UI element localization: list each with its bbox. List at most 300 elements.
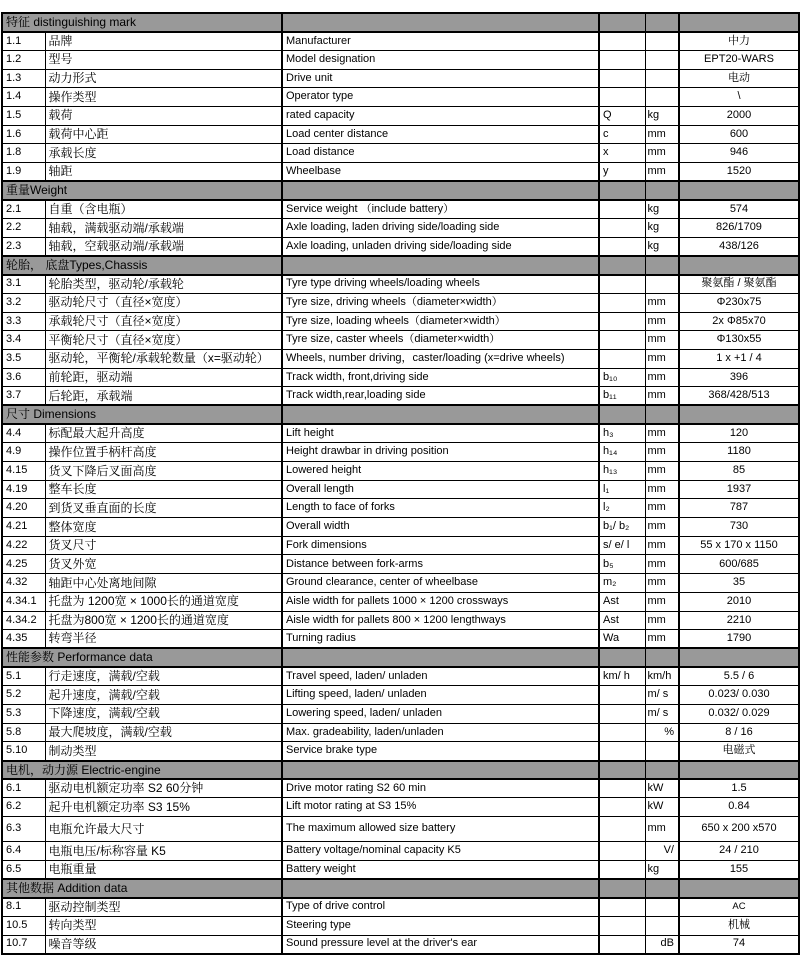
value: 650 x 200 x570 [679, 817, 799, 842]
symbol [599, 817, 645, 842]
label-cn: 托盘为800宽 × 1200长的通道宽度 [45, 611, 282, 630]
label-en: Tyre type driving wheels/loading wheels [282, 275, 599, 294]
label-cn: 下降速度，满载/空载 [45, 704, 282, 723]
label-cn: 转向类型 [45, 916, 282, 935]
value: 24 / 210 [679, 842, 799, 861]
label-cn: 驱动轮尺寸（直径×宽度） [45, 293, 282, 312]
row-number: 3.2 [2, 293, 45, 312]
label-cn: 承载轮尺寸（直径×宽度） [45, 312, 282, 331]
unit: mm [645, 125, 679, 144]
value: 中力 [679, 32, 799, 51]
symbol: h₁₄ [599, 443, 645, 462]
symbol [599, 935, 645, 954]
spec-row [2, 667, 799, 686]
row-number: 6.3 [2, 817, 45, 842]
symbol: h₁₃ [599, 462, 645, 481]
value: 368/428/513 [679, 387, 799, 406]
value: 电动 [679, 69, 799, 88]
label-en: Lift motor rating at S3 15% [282, 798, 599, 817]
symbol: m₂ [599, 574, 645, 593]
label-en: Load distance [282, 144, 599, 163]
unit: kg [645, 106, 679, 125]
row-number: 3.5 [2, 349, 45, 368]
unit: mm [645, 331, 679, 350]
symbol: l₂ [599, 499, 645, 518]
label-cn: 到货叉垂直面的长度 [45, 499, 282, 518]
label-en: Tyre size, driving wheels（diameter×width） [282, 293, 599, 312]
spec-row [2, 387, 799, 406]
section-empty-cell [645, 13, 679, 32]
spec-row [2, 237, 799, 256]
unit: mm [645, 630, 679, 649]
label-en: Aisle width for pallets 1000 × 1200 crossways [282, 592, 599, 611]
label-cn: 整体宽度 [45, 518, 282, 537]
symbol: b₁₁ [599, 387, 645, 406]
label-cn: 制动类型 [45, 742, 282, 761]
label-cn: 动力形式 [45, 69, 282, 88]
symbol [599, 798, 645, 817]
value: 730 [679, 518, 799, 537]
symbol: y [599, 163, 645, 182]
section-empty-cell [282, 405, 599, 424]
label-cn: 操作类型 [45, 88, 282, 107]
unit: kg [645, 237, 679, 256]
label-en: Axle loading, unladen driving side/loading side [282, 237, 599, 256]
section-header-row [2, 13, 799, 32]
spec-table [1, 12, 800, 955]
spec-row [2, 200, 799, 219]
unit: mm [645, 574, 679, 593]
spec-row [2, 518, 799, 537]
label-cn: 标配最大起升高度 [45, 424, 282, 443]
value: 1937 [679, 480, 799, 499]
section-empty-cell [599, 761, 645, 780]
value: 55 x 170 x 1150 [679, 536, 799, 555]
section-header-row [2, 256, 799, 275]
symbol [599, 237, 645, 256]
unit [645, 88, 679, 107]
unit: mm [645, 592, 679, 611]
row-number: 4.35 [2, 630, 45, 649]
unit: mm [645, 368, 679, 387]
section-title: 尺寸 Dimensions [2, 405, 282, 424]
spec-row [2, 275, 799, 294]
label-cn: 货叉外宽 [45, 555, 282, 574]
unit: mm [645, 443, 679, 462]
spec-row [2, 163, 799, 182]
value: 1520 [679, 163, 799, 182]
label-en: Aisle width for pallets 800 × 1200 lengthways [282, 611, 599, 630]
row-number: 6.1 [2, 779, 45, 798]
spec-row [2, 219, 799, 238]
unit: kW [645, 798, 679, 817]
label-en: Battery voltage/nominal capacity K5 [282, 842, 599, 861]
label-en: Turning radius [282, 630, 599, 649]
value: 2210 [679, 611, 799, 630]
symbol: c [599, 125, 645, 144]
section-empty-cell [645, 181, 679, 200]
spec-row [2, 368, 799, 387]
row-number: 5.10 [2, 742, 45, 761]
unit: kW [645, 779, 679, 798]
label-cn: 轴距中心处离地间隙 [45, 574, 282, 593]
row-number: 4.21 [2, 518, 45, 537]
spec-row [2, 106, 799, 125]
spec-row [2, 331, 799, 350]
label-cn: 起升速度，满载/空载 [45, 686, 282, 705]
spec-row [2, 69, 799, 88]
unit: V/ [645, 842, 679, 861]
label-cn: 行走速度，满载/空载 [45, 667, 282, 686]
row-number: 3.3 [2, 312, 45, 331]
label-cn: 操作位置手柄杆高度 [45, 443, 282, 462]
value: 5.5 / 6 [679, 667, 799, 686]
label-cn: 托盘为 1200宽 × 1000长的通道宽度 [45, 592, 282, 611]
spec-row [2, 312, 799, 331]
symbol [599, 312, 645, 331]
label-en: Length to face of forks [282, 499, 599, 518]
label-en: Wheels, number driving，caster/loading (x=drive wheels) [282, 349, 599, 368]
spec-row [2, 935, 799, 954]
spec-row [2, 592, 799, 611]
spec-row [2, 499, 799, 518]
label-en: Type of drive control [282, 898, 599, 917]
value: 600/685 [679, 555, 799, 574]
section-empty-cell [599, 181, 645, 200]
value: AC [679, 898, 799, 917]
label-cn: 平衡轮尺寸（直径×宽度） [45, 331, 282, 350]
value: 120 [679, 424, 799, 443]
label-en: Lift height [282, 424, 599, 443]
symbol [599, 860, 645, 879]
label-cn: 轴载，满载驱动端/承载端 [45, 219, 282, 238]
label-en: Overall length [282, 480, 599, 499]
symbol: b₁₀ [599, 368, 645, 387]
spec-row [2, 686, 799, 705]
value: 74 [679, 935, 799, 954]
section-empty-cell [679, 405, 799, 424]
symbol: h₃ [599, 424, 645, 443]
row-number: 1.4 [2, 88, 45, 107]
value: 155 [679, 860, 799, 879]
unit: mm [645, 499, 679, 518]
section-title: 性能参数 Performance data [2, 648, 282, 667]
label-en: The maximum allowed size battery [282, 817, 599, 842]
symbol [599, 293, 645, 312]
symbol [599, 331, 645, 350]
spec-row [2, 144, 799, 163]
spec-row [2, 555, 799, 574]
label-en: Tyre size, caster wheels（diameter×width） [282, 331, 599, 350]
value: 机械 [679, 916, 799, 935]
row-number: 4.19 [2, 480, 45, 499]
row-number: 4.34.1 [2, 592, 45, 611]
label-cn: 品牌 [45, 32, 282, 51]
spec-row [2, 817, 799, 842]
label-en: Lifting speed, laden/ unladen [282, 686, 599, 705]
symbol: Q [599, 106, 645, 125]
row-number: 1.8 [2, 144, 45, 163]
value: 946 [679, 144, 799, 163]
row-number: 6.5 [2, 860, 45, 879]
symbol [599, 32, 645, 51]
row-number: 1.2 [2, 50, 45, 69]
unit: km/h [645, 667, 679, 686]
section-empty-cell [645, 761, 679, 780]
label-en: Fork dimensions [282, 536, 599, 555]
section-empty-cell [679, 13, 799, 32]
section-header-row [2, 405, 799, 424]
section-empty-cell [599, 405, 645, 424]
label-cn: 货叉下降后叉面高度 [45, 462, 282, 481]
unit: mm [645, 163, 679, 182]
label-en: Drive motor rating S2 60 min [282, 779, 599, 798]
row-number: 4.15 [2, 462, 45, 481]
unit: mm [645, 480, 679, 499]
value: 聚氨酯 / 聚氨酯 [679, 275, 799, 294]
value: 35 [679, 574, 799, 593]
section-empty-cell [599, 256, 645, 275]
spec-table-body [2, 13, 799, 954]
row-number: 4.4 [2, 424, 45, 443]
section-header-row [2, 761, 799, 780]
label-cn: 驱动控制类型 [45, 898, 282, 917]
unit: % [645, 723, 679, 742]
symbol: Ast [599, 592, 645, 611]
unit: mm [645, 387, 679, 406]
row-number: 3.7 [2, 387, 45, 406]
unit: mm [645, 462, 679, 481]
value: 1180 [679, 443, 799, 462]
symbol [599, 200, 645, 219]
unit: kg [645, 200, 679, 219]
label-en: Travel speed, laden/ unladen [282, 667, 599, 686]
row-number: 4.22 [2, 536, 45, 555]
label-cn: 轴距 [45, 163, 282, 182]
spec-row [2, 860, 799, 879]
unit: mm [645, 349, 679, 368]
spec-row [2, 798, 799, 817]
unit: mm [645, 144, 679, 163]
unit: mm [645, 518, 679, 537]
label-cn: 承载长度 [45, 144, 282, 163]
value: \ [679, 88, 799, 107]
section-empty-cell [282, 256, 599, 275]
label-en: Axle loading, laden driving side/loading side [282, 219, 599, 238]
label-en: Drive unit [282, 69, 599, 88]
value: 574 [679, 200, 799, 219]
section-empty-cell [282, 879, 599, 898]
label-en: Steering type [282, 916, 599, 935]
value: EPT20-WARS [679, 50, 799, 69]
label-en: Lowered height [282, 462, 599, 481]
value: 396 [679, 368, 799, 387]
row-number: 1.5 [2, 106, 45, 125]
spec-row [2, 779, 799, 798]
symbol [599, 723, 645, 742]
unit: kg [645, 860, 679, 879]
spec-row [2, 125, 799, 144]
section-empty-cell [282, 13, 599, 32]
label-en: Track width, front,driving side [282, 368, 599, 387]
section-empty-cell [679, 879, 799, 898]
row-number: 3.4 [2, 331, 45, 350]
spec-row [2, 32, 799, 51]
unit: m/ s [645, 704, 679, 723]
row-number: 4.32 [2, 574, 45, 593]
row-number: 5.1 [2, 667, 45, 686]
label-en: Operator type [282, 88, 599, 107]
label-en: Track width,rear,loading side [282, 387, 599, 406]
spec-row [2, 704, 799, 723]
value: 电磁式 [679, 742, 799, 761]
label-cn: 整车长度 [45, 480, 282, 499]
label-en: Ground clearance, center of wheelbase [282, 574, 599, 593]
label-cn: 噪音等级 [45, 935, 282, 954]
section-empty-cell [679, 761, 799, 780]
value: 1 x +1 / 4 [679, 349, 799, 368]
unit: mm [645, 611, 679, 630]
symbol [599, 742, 645, 761]
label-en: Load center distance [282, 125, 599, 144]
value: 787 [679, 499, 799, 518]
value: 1790 [679, 630, 799, 649]
section-title: 特征 distinguishing mark [2, 13, 282, 32]
label-cn: 最大爬坡度，满载/空载 [45, 723, 282, 742]
value: 8 / 16 [679, 723, 799, 742]
value: 2000 [679, 106, 799, 125]
row-number: 10.7 [2, 935, 45, 954]
spec-row [2, 611, 799, 630]
spec-row [2, 898, 799, 917]
row-number: 1.3 [2, 69, 45, 88]
value: 438/126 [679, 237, 799, 256]
symbol [599, 275, 645, 294]
label-en: Max. gradeability, laden/unladen [282, 723, 599, 742]
spec-row [2, 842, 799, 861]
value: 85 [679, 462, 799, 481]
symbol: Wa [599, 630, 645, 649]
label-en: Manufacturer [282, 32, 599, 51]
label-cn: 轮胎类型，驱动轮/承载轮 [45, 275, 282, 294]
label-en: Sound pressure level at the driver's ear [282, 935, 599, 954]
unit [645, 69, 679, 88]
unit: mm [645, 293, 679, 312]
label-en: Overall width [282, 518, 599, 537]
section-empty-cell [282, 648, 599, 667]
unit [645, 32, 679, 51]
section-header-row [2, 648, 799, 667]
label-cn: 驱动轮，平衡轮/承载轮数量（x=驱动轮） [45, 349, 282, 368]
section-empty-cell [645, 405, 679, 424]
spec-row [2, 349, 799, 368]
label-cn: 电瓶重量 [45, 860, 282, 879]
unit: mm [645, 555, 679, 574]
symbol: km/ h [599, 667, 645, 686]
label-en: Battery weight [282, 860, 599, 879]
label-cn: 转弯半径 [45, 630, 282, 649]
symbol [599, 779, 645, 798]
value: 600 [679, 125, 799, 144]
symbol: Ast [599, 611, 645, 630]
symbol: l₁ [599, 480, 645, 499]
symbol [599, 898, 645, 917]
symbol [599, 916, 645, 935]
label-cn: 载荷 [45, 106, 282, 125]
section-empty-cell [679, 181, 799, 200]
label-cn: 型号 [45, 50, 282, 69]
spec-row [2, 742, 799, 761]
row-number: 2.1 [2, 200, 45, 219]
section-header-row [2, 181, 799, 200]
unit: mm [645, 817, 679, 842]
row-number: 1.9 [2, 163, 45, 182]
row-number: 4.34.2 [2, 611, 45, 630]
label-en: Wheelbase [282, 163, 599, 182]
spec-row [2, 630, 799, 649]
spec-row [2, 536, 799, 555]
value: Φ130x55 [679, 331, 799, 350]
section-title: 轮胎， 底盘Types,Chassis [2, 256, 282, 275]
value: 0.84 [679, 798, 799, 817]
row-number: 10.5 [2, 916, 45, 935]
section-empty-cell [679, 256, 799, 275]
label-cn: 起升电机额定功率 S3 15% [45, 798, 282, 817]
row-number: 1.6 [2, 125, 45, 144]
label-en: Tyre size, loading wheels（diameter×width） [282, 312, 599, 331]
row-number: 6.2 [2, 798, 45, 817]
label-en: Lowering speed, laden/ unladen [282, 704, 599, 723]
spec-row [2, 443, 799, 462]
label-en: rated capacity [282, 106, 599, 125]
symbol: x [599, 144, 645, 163]
row-number: 4.9 [2, 443, 45, 462]
unit: mm [645, 536, 679, 555]
section-empty-cell [599, 13, 645, 32]
value: 2010 [679, 592, 799, 611]
label-cn: 后轮距，承载端 [45, 387, 282, 406]
value: 0.023/ 0.030 [679, 686, 799, 705]
value: Φ230x75 [679, 293, 799, 312]
label-cn: 电瓶电压/标称容量 K5 [45, 842, 282, 861]
spec-row [2, 293, 799, 312]
label-cn: 前轮距，驱动端 [45, 368, 282, 387]
section-empty-cell [645, 648, 679, 667]
unit: mm [645, 312, 679, 331]
label-en: Service weight （include battery） [282, 200, 599, 219]
row-number: 2.3 [2, 237, 45, 256]
row-number: 6.4 [2, 842, 45, 861]
row-number: 5.8 [2, 723, 45, 742]
spec-row [2, 480, 799, 499]
spec-row [2, 88, 799, 107]
symbol: b₁/ b₂ [599, 518, 645, 537]
section-empty-cell [679, 648, 799, 667]
value: 1.5 [679, 779, 799, 798]
label-cn: 轴载，空载驱动端/承载端 [45, 237, 282, 256]
section-empty-cell [599, 879, 645, 898]
unit [645, 898, 679, 917]
row-number: 4.20 [2, 499, 45, 518]
section-title: 其他数据 Addition data [2, 879, 282, 898]
unit: m/ s [645, 686, 679, 705]
symbol [599, 219, 645, 238]
symbol [599, 69, 645, 88]
section-empty-cell [599, 648, 645, 667]
label-en: Height drawbar in driving position [282, 443, 599, 462]
spec-row [2, 50, 799, 69]
label-cn: 电瓶允许最大尺寸 [45, 817, 282, 842]
